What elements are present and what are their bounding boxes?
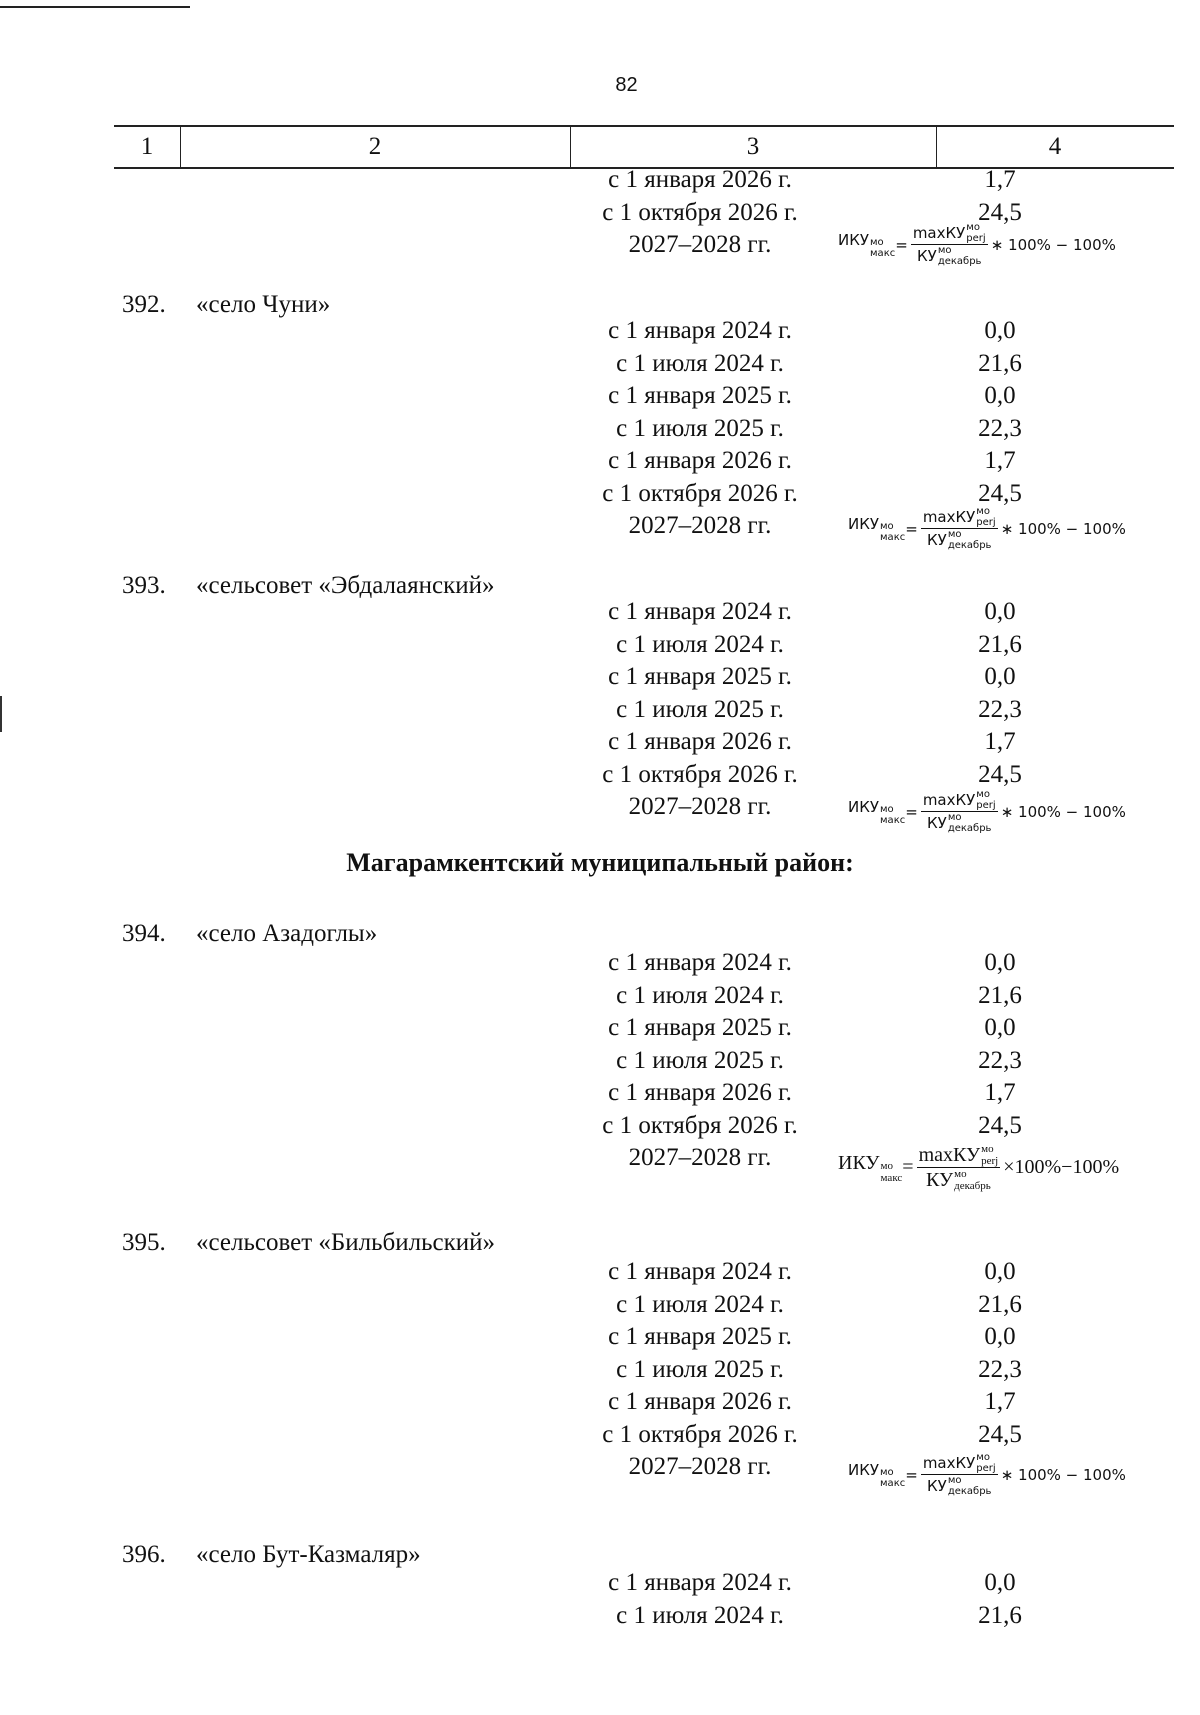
formula-lhs-base: ИКУ	[848, 797, 880, 816]
period-cell: с 1 января 2026 г.	[608, 1079, 792, 1106]
formula-indices	[880, 1467, 905, 1489]
formula-eq: =	[905, 1465, 918, 1484]
entry-number: 393.	[122, 572, 166, 599]
formula-lhs	[848, 798, 905, 826]
value-cell: 22,3	[978, 1355, 1022, 1383]
formula-indices	[948, 1475, 992, 1497]
entry-name: «сельсовет «Эбдалаянский»	[196, 572, 495, 599]
formula-sup: мо	[880, 1159, 894, 1172]
formula-tail: ×100%−100%	[1003, 1156, 1120, 1178]
formula-tail: ∗ 100% − 100%	[1000, 802, 1126, 821]
formula-sub: perj	[976, 1463, 996, 1474]
formula-sup: мо	[947, 1475, 962, 1486]
formula-fraction	[921, 789, 998, 834]
formula-sub: perj	[976, 800, 996, 811]
period-cell: 2027–2028 гг.	[628, 1144, 772, 1171]
formula-iku	[838, 1143, 1119, 1192]
period-cell: 2027–2028 гг.	[628, 512, 772, 539]
formula-indices	[880, 804, 905, 826]
formula-denominator	[925, 812, 993, 834]
formula-sub: perj	[976, 517, 996, 528]
period-cell: с 1 января 2024 г.	[608, 598, 792, 625]
period-cell: с 1 января 2024 г.	[608, 317, 792, 344]
scan-margin-mark	[0, 696, 2, 732]
period-cell: с 1 октября 2026 г.	[602, 760, 798, 788]
formula-indices	[976, 789, 995, 811]
formula-sup: мо	[966, 222, 980, 233]
formula-sub: макс	[880, 531, 906, 543]
period-cell: с 1 января 2026 г.	[608, 728, 792, 755]
formula-sub: perj	[966, 233, 986, 244]
formula-numerator	[917, 1143, 1001, 1168]
formula-sub: perj	[981, 1155, 999, 1167]
formula-indices	[976, 506, 995, 528]
period-cell: с 1 января 2025 г.	[608, 663, 792, 690]
formula-num-base: КУ	[955, 508, 976, 526]
period-cell: с 1 июля 2025 г.	[616, 1046, 784, 1074]
formula-sub: декабрь	[947, 540, 992, 551]
value-cell: 21,6	[978, 349, 1022, 377]
period-cell: с 1 октября 2026 г.	[602, 198, 798, 226]
value-cell: 21,6	[978, 630, 1022, 658]
formula-num-base: КУ	[945, 224, 966, 242]
value-cell: 24,5	[978, 1420, 1022, 1448]
table-header	[114, 125, 1174, 169]
formula-max: max	[918, 1143, 953, 1166]
period-cell: с 1 января 2026 г.	[608, 1388, 792, 1415]
value-cell: 0,0	[984, 949, 1016, 976]
formula-sup: мо	[880, 1466, 894, 1478]
period-cell: с 1 октября 2026 г.	[602, 1420, 798, 1448]
formula-tail: ∗ 100% − 100%	[1000, 1465, 1126, 1484]
period-cell: с 1 января 2025 г.	[608, 1014, 792, 1041]
formula-sup: мо	[976, 1452, 990, 1463]
formula-tail: ∗ 100% − 100%	[1000, 519, 1126, 538]
value-cell: 24,5	[978, 198, 1022, 226]
formula-max: max	[922, 1454, 956, 1472]
entry-name: «сельсовет «Бильбильский»	[196, 1229, 495, 1256]
header-col-4: 4	[1048, 133, 1062, 160]
formula-sub: декабрь	[954, 1180, 991, 1192]
formula-den-base: КУ	[926, 1168, 954, 1191]
formula-iku	[848, 1452, 1126, 1497]
formula-indices	[976, 1452, 995, 1474]
formula-sup: мо	[976, 789, 990, 800]
entry-number: 392.	[122, 291, 166, 318]
value-cell: 24,5	[978, 479, 1022, 507]
value-cell: 1,7	[984, 166, 1016, 193]
formula-eq: =	[905, 519, 918, 538]
value-cell: 24,5	[978, 1111, 1022, 1139]
formula-denominator	[925, 1475, 993, 1497]
formula-sup: мо	[947, 812, 962, 823]
value-cell: 24,5	[978, 760, 1022, 788]
formula-fraction	[921, 506, 998, 551]
value-cell: 0,0	[984, 598, 1016, 625]
formula-lhs-base: ИКУ	[848, 1460, 880, 1479]
formula-sub: макс	[880, 814, 906, 826]
formula-fraction	[921, 1452, 998, 1497]
value-cell: 21,6	[978, 981, 1022, 1009]
value-cell: 0,0	[984, 382, 1016, 409]
formula-indices	[880, 521, 905, 543]
formula-denominator	[925, 529, 993, 551]
period-cell: с 1 января 2024 г.	[608, 1569, 792, 1596]
formula-iku	[848, 789, 1126, 834]
formula-num-base: КУ	[953, 1143, 981, 1166]
formula-eq: =	[895, 235, 908, 254]
formula-numerator	[921, 789, 998, 812]
formula-sup: мо	[947, 529, 962, 540]
formula-lhs-base: ИКУ	[848, 514, 880, 533]
formula-iku	[848, 506, 1126, 551]
period-cell: с 1 июля 2024 г.	[616, 981, 784, 1009]
value-cell: 0,0	[984, 317, 1016, 344]
formula-den-base: КУ	[927, 1477, 947, 1495]
formula-sub: декабрь	[947, 1486, 992, 1497]
period-cell: с 1 января 2026 г.	[608, 166, 792, 193]
formula-denominator	[915, 245, 983, 267]
formula-lhs	[838, 1152, 902, 1184]
formula-indices	[981, 1143, 998, 1167]
formula-lhs-base: ИКУ	[838, 230, 870, 249]
header-col-1: 1	[140, 133, 154, 160]
value-cell: 21,6	[978, 1601, 1022, 1629]
formula-sup: мо	[880, 803, 894, 815]
formula-fraction	[911, 222, 988, 267]
formula-iku	[838, 222, 1116, 267]
period-cell: с 1 января 2024 г.	[608, 1258, 792, 1285]
period-cell: с 1 июля 2024 г.	[616, 1601, 784, 1629]
formula-sub: макс	[880, 1171, 903, 1184]
formula-lhs	[838, 231, 895, 259]
formula-den-base: КУ	[927, 814, 947, 832]
value-cell: 1,7	[984, 447, 1016, 474]
header-col-3: 3	[746, 133, 760, 160]
value-cell: 22,3	[978, 414, 1022, 442]
entry-number: 396.	[122, 1541, 166, 1568]
header-col-2: 2	[368, 133, 382, 160]
value-cell: 22,3	[978, 695, 1022, 723]
formula-indices	[954, 1168, 991, 1192]
formula-sup: мо	[880, 520, 894, 532]
formula-denominator	[924, 1168, 993, 1192]
scan-edge-rule	[0, 6, 190, 8]
formula-eq: =	[902, 1156, 914, 1178]
formula-den-base: КУ	[927, 531, 947, 549]
formula-max: max	[922, 508, 956, 526]
entry-number: 395.	[122, 1229, 166, 1256]
formula-sub: декабрь	[937, 256, 982, 267]
entry-number: 394.	[122, 920, 166, 947]
period-cell: с 1 октября 2026 г.	[602, 1111, 798, 1139]
formula-tail: ∗ 100% − 100%	[990, 235, 1116, 254]
value-cell: 22,3	[978, 1046, 1022, 1074]
formula-indices	[881, 1160, 903, 1184]
formula-num-base: КУ	[955, 1454, 976, 1472]
section-title: Магарамкентский муниципальный район:	[346, 848, 854, 877]
entry-name: «село Азадоглы»	[196, 920, 378, 947]
value-cell: 0,0	[984, 1258, 1016, 1285]
formula-sup: мо	[937, 245, 952, 256]
formula-numerator	[921, 506, 998, 529]
value-cell: 1,7	[984, 1388, 1016, 1415]
period-cell: с 1 января 2024 г.	[608, 949, 792, 976]
page-number: 82	[615, 74, 638, 96]
formula-numerator	[921, 1452, 998, 1475]
value-cell: 0,0	[984, 1014, 1016, 1041]
period-cell: с 1 июля 2025 г.	[616, 1355, 784, 1383]
formula-lhs-base: ИКУ	[838, 1151, 880, 1174]
period-cell: с 1 июля 2024 г.	[616, 630, 784, 658]
period-cell: 2027–2028 гг.	[628, 1453, 772, 1480]
formula-indices	[948, 529, 992, 551]
formula-sup: мо	[870, 236, 884, 248]
period-cell: с 1 октября 2026 г.	[602, 479, 798, 507]
period-cell: с 1 июля 2024 г.	[616, 349, 784, 377]
formula-max: max	[922, 791, 956, 809]
entry-name: «село Бут-Казмаляр»	[196, 1541, 421, 1568]
period-cell: с 1 июля 2025 г.	[616, 695, 784, 723]
value-cell: 1,7	[984, 728, 1016, 755]
value-cell: 0,0	[984, 1323, 1016, 1350]
formula-indices	[870, 237, 895, 259]
formula-lhs	[848, 515, 905, 543]
period-cell: с 1 июля 2024 г.	[616, 1290, 784, 1318]
formula-sup: мо	[976, 506, 990, 517]
formula-sub: макс	[870, 247, 896, 259]
period-cell: с 1 января 2025 г.	[608, 382, 792, 409]
formula-indices	[948, 812, 992, 834]
formula-sup: мо	[981, 1143, 994, 1155]
value-cell: 21,6	[978, 1290, 1022, 1318]
formula-lhs	[848, 1461, 905, 1489]
value-cell: 1,7	[984, 1079, 1016, 1106]
value-cell: 0,0	[984, 1569, 1016, 1596]
period-cell: 2027–2028 гг.	[628, 793, 772, 820]
entry-name: «село Чуни»	[196, 291, 331, 318]
period-cell: 2027–2028 гг.	[628, 231, 772, 258]
formula-den-base: КУ	[917, 247, 937, 265]
period-cell: с 1 января 2026 г.	[608, 447, 792, 474]
formula-fraction	[917, 1143, 1001, 1192]
formula-indices	[966, 222, 985, 244]
period-cell: с 1 июля 2025 г.	[616, 414, 784, 442]
period-cell: с 1 января 2025 г.	[608, 1323, 792, 1350]
formula-numerator	[911, 222, 988, 245]
formula-sub: макс	[880, 1477, 906, 1489]
formula-indices	[938, 245, 982, 267]
value-cell: 0,0	[984, 663, 1016, 690]
formula-sub: декабрь	[947, 823, 992, 834]
formula-num-base: КУ	[955, 791, 976, 809]
formula-eq: =	[905, 802, 918, 821]
formula-sup: мо	[954, 1168, 967, 1180]
formula-max: max	[912, 224, 946, 242]
